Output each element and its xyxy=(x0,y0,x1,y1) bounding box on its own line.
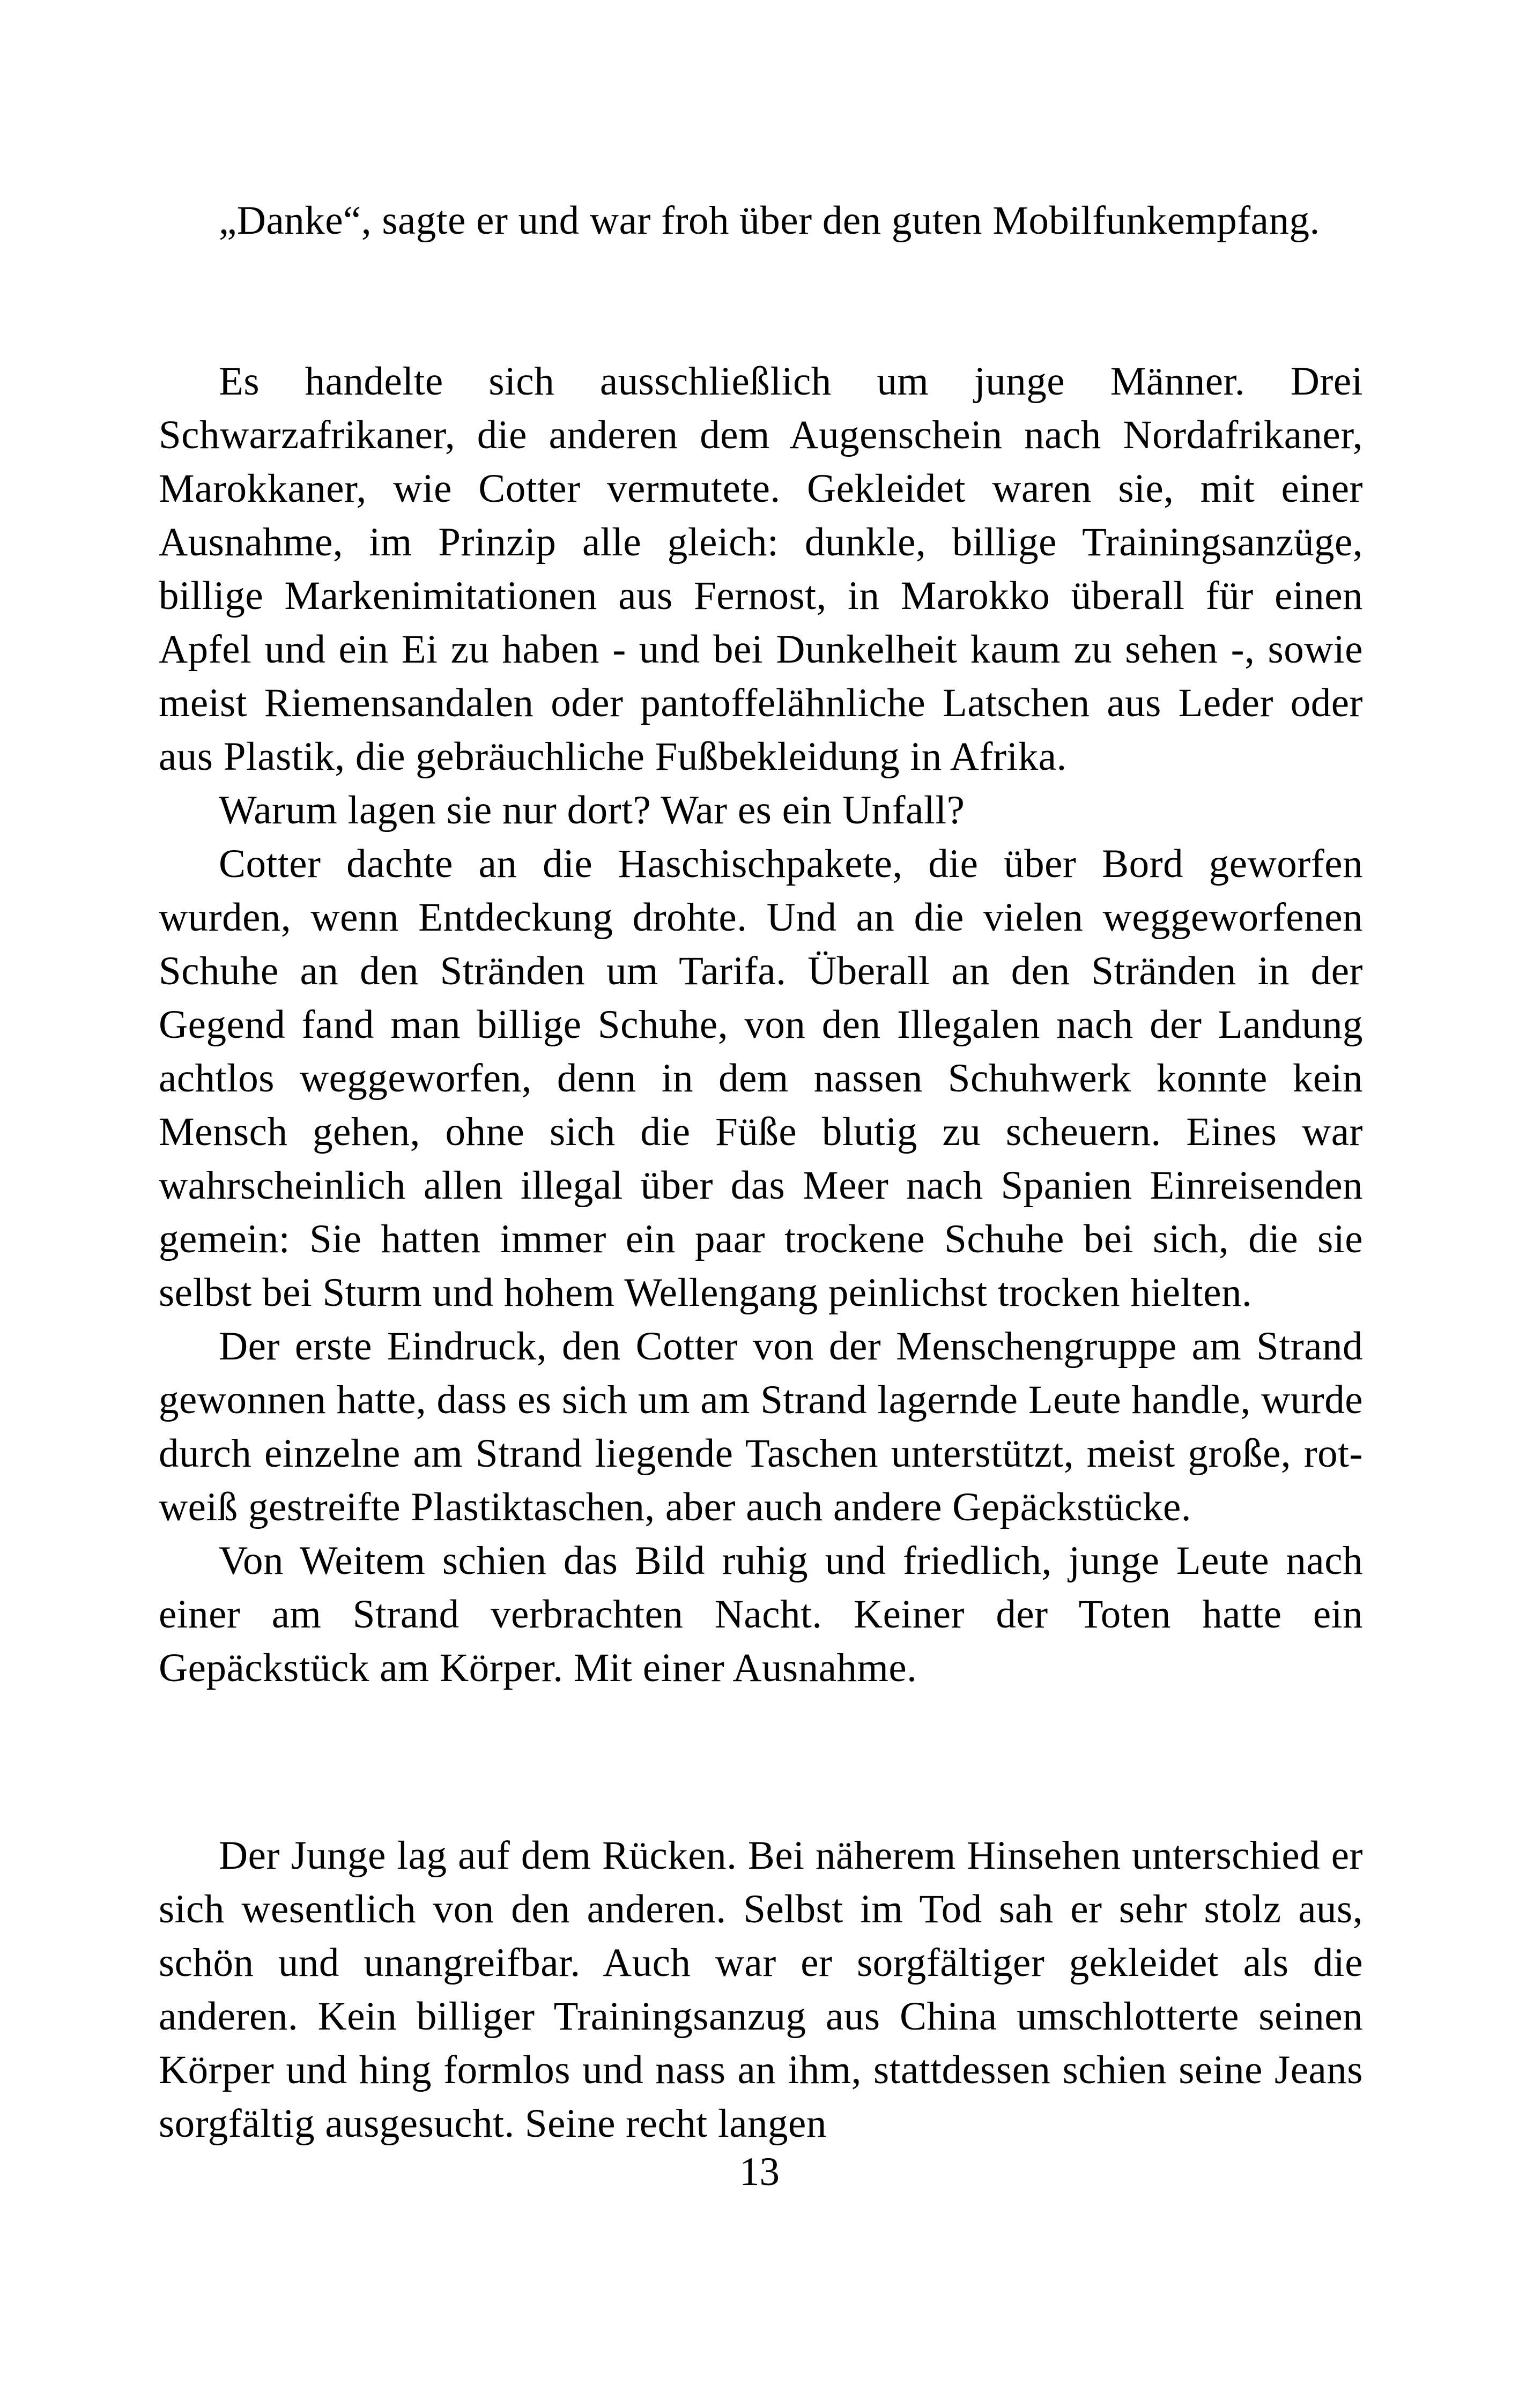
paragraph: Der erste Eindruck, den Cotter von der Menschengruppe am Strand gewonnen hatte, dass es sich um am Strand lagernde Leute handle, wurde durch einzelne am Strand liegende Taschen unterstützt, meist große, rot-weiß gestreifte Plastiktaschen, aber auch andere Gepäckstücke. xyxy=(159,1324,1363,1529)
paragraph: Cotter dachte an die Haschischpakete, die über Bord geworfen wurden, wenn Entdeckung drohte. Und an die vielen weggeworfenen Schuhe an den Stränden um Tarifa. Überall an den Stränden in der Gegend fand man billige Schuhe, von den Illegalen nach der Landung achtlos weggeworfen, denn in dem nassen Schuhwerk konnte kein Mensch gehen, ohne sich die Füße blutig zu scheuern. Eines war wahrscheinlich allen illegal über das Meer nach Spanien Einreisenden gemein: Sie hatten immer ein paar trockene Schuhe bei sich, die sie selbst bei Sturm und hohem Wellengang peinlichst trocken hielten. xyxy=(159,842,1363,1315)
page-number: 13 xyxy=(739,2150,780,2194)
text-section-1 xyxy=(159,194,1363,248)
paragraph: Von Weitem schien das Bild ruhig und friedlich, junge Leute nach einer am Strand verbrachten Nacht. Keiner der Toten hatte ein Gepäckstück am Körper. Mit einer Ausnahme. xyxy=(159,1539,1363,1690)
paragraph: Warum lagen sie nur dort? War es ein Unfall? xyxy=(219,788,965,833)
text-section-3 xyxy=(159,1829,1363,2151)
paragraph: Der Junge lag auf dem Rücken. Bei näherem Hinsehen unterschied er sich wesentlich von den anderen. Selbst im Tod sah er sehr stolz aus, schön und unangreifbar. Auch war er sorgfältiger gekleidet als die anderen. Kein billiger Trainingsanzug aus China umschlotterte seinen Körper und hing formlos und nass an ihm, stattdessen schien seine Jeans sorgfältig ausgesucht. Seine recht langen xyxy=(159,1833,1363,2146)
paragraph: Es handelte sich ausschließlich um junge Männer. Drei Schwarzafrikaner, die anderen dem Augenschein nach Nordafrikaner, Marokkaner, wie Cotter vermutete. Gekleidet waren sie, mit einer Ausnahme, im Prinzip alle gleich: dunkle, billige Trainingsanzüge, billige Markenimitationen aus Fernost, in Marokko überall für einen Apfel und ein Ei zu haben - und bei Dunkelheit kaum zu sehen -, sowie meist Riemensandalen oder pantoffelähnliche Latschen aus Leder oder aus Plastik, die gebräuchliche Fußbekleidung in Afrika. xyxy=(159,359,1363,779)
text-section-2 xyxy=(159,355,1363,1695)
paragraph: „Danke“, sagte er und war froh über den guten Mobilfunkempfang. xyxy=(219,198,1320,243)
